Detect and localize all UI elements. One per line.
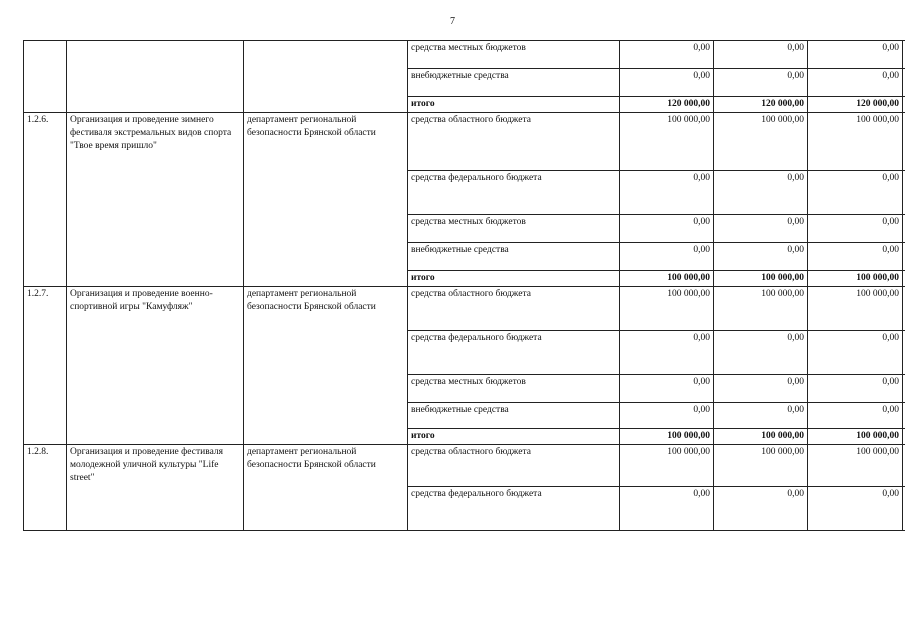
value-cell: 100 000,00 xyxy=(620,271,714,287)
name-cell: Организация и проведение военно-спортивной игры "Камуфляж" xyxy=(67,287,244,445)
value-cell: 0,00 xyxy=(808,215,903,243)
value-cell: 120 000,00 xyxy=(620,97,714,113)
executor-cell xyxy=(244,41,408,113)
value-cell: 100 000,00 xyxy=(808,113,903,171)
value-cell: 100 000,00 xyxy=(620,429,714,445)
table-row xyxy=(24,445,905,487)
value-cell: 0,00 xyxy=(808,331,903,375)
name-cell: Организация и проведение зимнего фестиваля экстремальных видов спорта "Твое время пришло" xyxy=(67,113,244,287)
value-cell: 0,00 xyxy=(620,375,714,403)
value-cell: 0,00 xyxy=(714,215,808,243)
value-cell: 100 000,00 xyxy=(808,271,903,287)
value-cell: 100 000,00 xyxy=(808,287,903,331)
source-cell: средства федерального бюджета xyxy=(408,487,620,531)
value-cell: 0,00 xyxy=(620,69,714,97)
source-cell: внебюджетные средства xyxy=(408,69,620,97)
source-cell: средства федерального бюджета xyxy=(408,331,620,375)
value-cell: 100 000,00 xyxy=(620,113,714,171)
page-number: 7 xyxy=(450,16,455,27)
value-cell: 0,00 xyxy=(714,41,808,69)
value-cell: 100 000,00 xyxy=(620,445,714,487)
executor-cell: департамент региональной безопасности Брянской области xyxy=(244,445,408,531)
value-cell: 0,00 xyxy=(714,243,808,271)
value-cell: 0,00 xyxy=(620,487,714,531)
value-cell: 0,00 xyxy=(714,375,808,403)
value-cell: 0,00 xyxy=(620,171,714,215)
value-cell: 0,00 xyxy=(714,331,808,375)
source-cell: внебюджетные средства xyxy=(408,243,620,271)
value-cell: 100 000,00 xyxy=(714,445,808,487)
value-cell: 0,00 xyxy=(714,171,808,215)
executor-cell: департамент региональной безопасности Брянской области xyxy=(244,287,408,445)
value-cell: 0,00 xyxy=(620,243,714,271)
value-cell: 0,00 xyxy=(808,403,903,429)
source-cell: внебюджетные средства xyxy=(408,403,620,429)
code-cell: 1.2.6. xyxy=(24,113,67,287)
value-cell: 0,00 xyxy=(808,41,903,69)
source-cell: средства местных бюджетов xyxy=(408,215,620,243)
value-cell: 120 000,00 xyxy=(714,97,808,113)
source-cell: средства областного бюджета xyxy=(408,113,620,171)
value-cell: 0,00 xyxy=(620,403,714,429)
value-cell: 0,00 xyxy=(714,403,808,429)
table-row xyxy=(24,287,905,331)
value-cell: 0,00 xyxy=(808,243,903,271)
source-cell: итого xyxy=(408,429,620,445)
source-cell: средства федерального бюджета xyxy=(408,171,620,215)
budget-table xyxy=(23,40,905,531)
name-cell: Организация и проведение фестиваля молодежной уличной культуры "Life street" xyxy=(67,445,244,531)
value-cell: 100 000,00 xyxy=(714,429,808,445)
source-cell: итого xyxy=(408,271,620,287)
value-cell: 0,00 xyxy=(808,375,903,403)
value-cell: 100 000,00 xyxy=(714,113,808,171)
value-cell: 100 000,00 xyxy=(808,445,903,487)
code-cell: 1.2.8. xyxy=(24,445,67,531)
code-cell xyxy=(24,41,67,113)
source-cell: итого xyxy=(408,97,620,113)
executor-cell: департамент региональной безопасности Брянской области xyxy=(244,113,408,287)
name-cell xyxy=(67,41,244,113)
source-cell: средства областного бюджета xyxy=(408,287,620,331)
value-cell: 0,00 xyxy=(714,69,808,97)
value-cell: 100 000,00 xyxy=(808,429,903,445)
code-cell: 1.2.7. xyxy=(24,287,67,445)
value-cell: 100 000,00 xyxy=(714,287,808,331)
value-cell: 100 000,00 xyxy=(620,287,714,331)
value-cell: 0,00 xyxy=(620,41,714,69)
value-cell: 120 000,00 xyxy=(808,97,903,113)
value-cell: 0,00 xyxy=(808,487,903,531)
source-cell: средства местных бюджетов xyxy=(408,375,620,403)
value-cell: 100 000,00 xyxy=(714,271,808,287)
value-cell: 0,00 xyxy=(808,69,903,97)
value-cell: 0,00 xyxy=(714,487,808,531)
table-row xyxy=(24,113,905,171)
table-row xyxy=(24,41,905,69)
value-cell: 0,00 xyxy=(620,331,714,375)
value-cell: 0,00 xyxy=(808,171,903,215)
source-cell: средства областного бюджета xyxy=(408,445,620,487)
source-cell: средства местных бюджетов xyxy=(408,41,620,69)
value-cell: 0,00 xyxy=(620,215,714,243)
